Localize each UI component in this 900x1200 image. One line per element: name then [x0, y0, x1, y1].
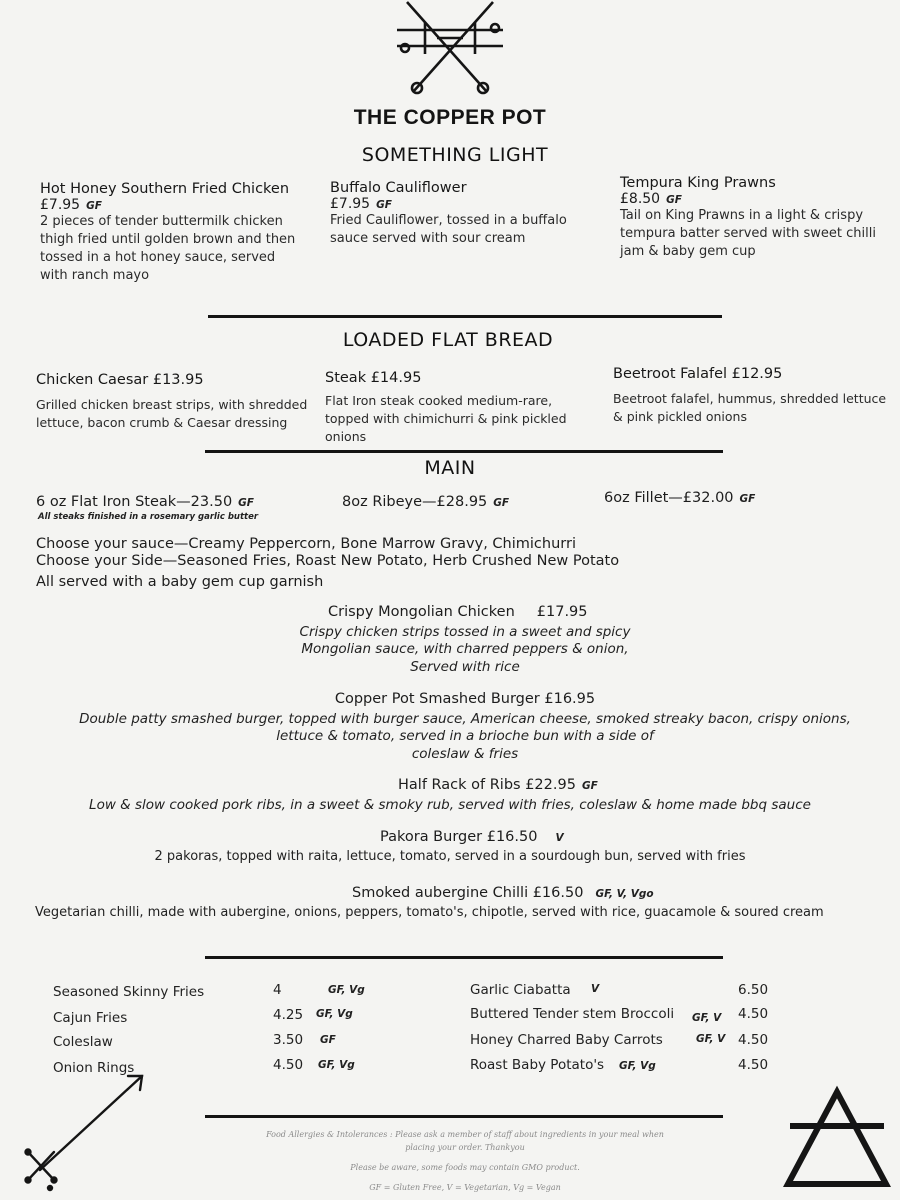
alchemy-triangle-icon: [782, 1082, 892, 1192]
side-item-name: Coleslaw: [53, 1034, 113, 1050]
side-item-name: Honey Charred Baby Carrots: [470, 1032, 663, 1048]
item-description: Beetroot falafel, hummus, shredded lettuce & pink pickled onions: [613, 391, 887, 424]
side-item-price: 4.25: [273, 1007, 304, 1023]
side-item-name: Onion Rings: [53, 1060, 135, 1076]
item-description: 2 pieces of tender buttermilk chicken thigh fried until golden brown and then tossed in a hot honey sauce, served with ranch mayo: [40, 214, 296, 283]
main-item-mongolian-chicken-desc-3: Served with rice: [410, 659, 520, 675]
flatbread-item-steak: [325, 370, 595, 446]
item-price: £8.50 GF: [620, 191, 682, 207]
item-description: Fried Cauliflower, tossed in a buffalo sauce served with sour cream: [330, 213, 567, 246]
item-title: Beetroot Falafel £12.95: [613, 366, 783, 382]
item-description: Tail on King Prawns in a light & crispy tempura batter served with sweet chilli jam & baby gem cup: [620, 208, 876, 259]
side-item-price: 4.50: [738, 1006, 769, 1022]
main-item-aubergine-chilli-title: Smoked aubergine Chilli £16.50 GF, V, Vgo: [352, 885, 654, 901]
side-item-tag: GF, Vg: [619, 1060, 656, 1072]
divider: [205, 450, 723, 453]
item-title: Steak £14.95: [325, 370, 422, 386]
side-item-name: Garlic Ciabatta: [470, 982, 571, 998]
brand-name: THE COPPER POT: [353, 106, 547, 129]
side-item-name: Cajun Fries: [53, 1010, 128, 1026]
main-item-mongolian-chicken-desc-1: Crispy chicken strips tossed in a sweet and spicy: [299, 624, 631, 640]
divider: [205, 1115, 723, 1118]
side-item-price: 4.50: [738, 1032, 769, 1048]
item-title: Chicken Caesar £13.95: [36, 372, 204, 388]
main-item-smashed-burger-desc-3: coleslaw & fries: [411, 746, 519, 762]
side-item-tag: GF, Vg: [318, 1059, 355, 1071]
side-item-tag: V: [591, 983, 600, 995]
arrow-icon: [20, 1070, 150, 1195]
side-item-price: 6.50: [738, 982, 769, 998]
steak-ribeye: 8oz Ribeye—£28.95 GF: [342, 494, 510, 510]
light-item-tempura-prawns: [620, 175, 885, 261]
main-item-smashed-burger-desc-2: lettuce & tomato, served in a brioche bun with a side of: [276, 728, 654, 744]
steak-flat-iron: 6 oz Flat Iron Steak—23.50 GF: [36, 494, 254, 510]
side-item-tag: GF: [320, 1034, 336, 1046]
item-name: Tempura King Prawns: [620, 175, 776, 191]
item-price: £7.95 GF: [40, 197, 102, 213]
steak-garnish-note: All served with a baby gem cup garnish: [36, 574, 324, 590]
divider: [205, 956, 723, 959]
item-description: Flat Iron steak cooked medium-rare, topped with chimichurri & pink pickled onions: [325, 393, 567, 444]
gmo-notice: Please be aware, some foods may contain GMO product.: [350, 1163, 580, 1172]
main-item-smashed-burger-title: Copper Pot Smashed Burger £16.95: [334, 691, 596, 707]
flatbread-item-chicken-caesar: [36, 372, 316, 432]
steak-fillet: 6oz Fillet—£32.00 GF: [604, 490, 756, 506]
light-item-hot-honey-chicken: [40, 181, 310, 285]
side-item-name: Seasoned Skinny Fries: [53, 984, 205, 1000]
flatbread-item-beetroot-falafel: [613, 366, 898, 426]
side-item-tag: GF, V: [696, 1033, 726, 1045]
side-item-price: 4.50: [738, 1057, 769, 1073]
dietary-key: GF = Gluten Free, V = Vegetarian, Vg = Vegan: [369, 1183, 561, 1192]
main-item-ribs-desc: Low & slow cooked pork ribs, in a sweet & smoky rub, served with fries, coleslaw & home made bbq sauce: [89, 797, 811, 813]
copper-pot-logo-icon: [395, 0, 505, 100]
light-item-buffalo-cauliflower: [330, 180, 600, 248]
item-name: Buffalo Cauliflower: [330, 180, 467, 196]
main-item-mongolian-chicken-desc-2: Mongolian sauce, with charred peppers & onion,: [301, 641, 629, 657]
allergy-notice: Food Allergies & Intolerances : Please ask a member of staff about ingredients in your meal when placing your order. Thankyou: [266, 1130, 664, 1152]
item-price: £7.95 GF: [330, 196, 392, 212]
divider: [208, 315, 722, 318]
section-title-loaded-flat-bread: LOADED FLAT BREAD: [342, 329, 554, 351]
main-item-ribs-title: Half Rack of Ribs £22.95 GF: [398, 777, 598, 793]
section-title-something-light: SOMETHING LIGHT: [361, 144, 549, 166]
side-item-price: 4.50: [273, 1057, 304, 1073]
main-item-aubergine-chilli-desc: Vegetarian chilli, made with aubergine, onions, peppers, tomato's, chipotle, served with rice, guacamole & soured cream: [35, 905, 824, 920]
section-title-main: MAIN: [424, 457, 476, 479]
item-description: Grilled chicken breast strips, with shredded lettuce, bacon crumb & Caesar dressing: [36, 397, 308, 430]
side-item-name: Roast Baby Potato's: [470, 1057, 605, 1073]
side-item-price: 3.50: [273, 1032, 304, 1048]
steak-side-options: Choose your Side—Seasoned Fries, Roast New Potato, Herb Crushed New Potato: [36, 553, 620, 569]
side-item-tag: GF, Vg: [328, 984, 365, 996]
side-item-tag: GF, Vg: [316, 1008, 353, 1020]
main-item-pakora-burger-title: Pakora Burger £16.50 V: [380, 829, 564, 845]
side-item-name: Buttered Tender stem Broccoli: [470, 1006, 675, 1022]
side-item-tag: GF, V: [692, 1012, 722, 1024]
main-item-smashed-burger-desc-1: Double patty smashed burger, topped with burger sauce, American cheese, smoked streaky bacon, crispy onions,: [79, 711, 851, 727]
main-item-mongolian-chicken-title: Crispy Mongolian Chicken £17.95: [328, 604, 588, 620]
steak-note: All steaks finished in a rosemary garlic butter: [38, 512, 259, 522]
main-item-pakora-burger-desc: 2 pakoras, topped with raita, lettuce, tomato, served in a sourdough bun, served with fries: [154, 849, 746, 864]
item-name: Hot Honey Southern Fried Chicken: [40, 181, 290, 197]
steak-sauce-options: Choose your sauce—Creamy Peppercorn, Bone Marrow Gravy, Chimichurri: [36, 536, 576, 552]
side-item-price: 4: [273, 982, 282, 998]
